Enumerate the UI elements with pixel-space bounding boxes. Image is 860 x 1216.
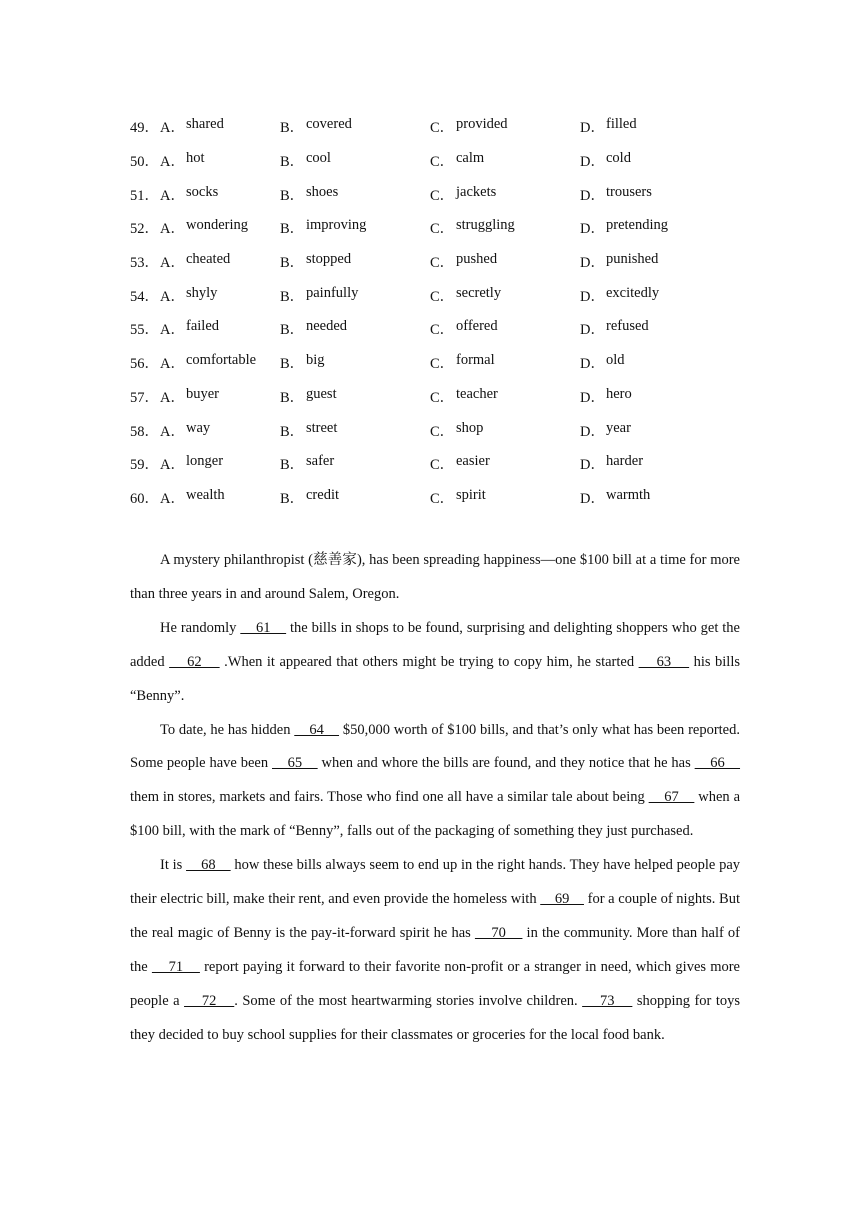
option-row: [130, 481, 750, 515]
passage-paragraph-2: [130, 612, 740, 714]
answer-blank: 70: [474, 924, 523, 941]
question-number: 53．: [130, 255, 159, 272]
option-a: [160, 487, 280, 508]
option-c: [430, 116, 580, 137]
passage-text: the bills in shops to be found, surprising and delighting shoppers who get the added: [130, 619, 740, 670]
option-d: [580, 453, 730, 474]
option-a: [160, 251, 280, 272]
option-text: formal: [456, 352, 495, 369]
option-c: [430, 217, 580, 238]
option-text: year: [606, 419, 631, 436]
answer-blank: 69: [540, 891, 584, 908]
option-b: [280, 386, 430, 407]
passage-text: when and whore the bills are found, and they notice that he has: [317, 755, 695, 772]
passage-text: shopping for toys they decided to buy school supplies for their classmates or groceries for the local food bank.: [130, 992, 741, 1043]
option-text: guest: [306, 385, 337, 402]
option-letter: C．: [430, 120, 455, 137]
option-d: [580, 318, 730, 339]
option-letter: A．: [160, 120, 185, 137]
passage-text: He randomly: [160, 619, 241, 636]
option-text: way: [186, 419, 211, 436]
question-number: 55．: [130, 322, 159, 339]
option-letter: D．: [580, 288, 605, 305]
option-text: shared: [186, 116, 224, 133]
option-a: [160, 386, 280, 407]
passage-text: report paying it forward to their favorite non-profit or a stranger in need, which gives more people a: [130, 958, 740, 1009]
answer-options-list: [130, 110, 750, 514]
option-a: [160, 217, 280, 238]
passage-paragraph-1: A mystery philanthropist (慈善家), has been spreading happiness—one $100 bill at a time for more than three years in and around Salem, Oregon.: [130, 552, 740, 602]
option-letter: C．: [430, 389, 455, 406]
option-b: [280, 251, 430, 272]
option-c: [430, 420, 580, 441]
option-text: easier: [456, 453, 490, 470]
option-text: excitedly: [606, 284, 660, 301]
option-d: [580, 251, 730, 272]
option-text: jackets: [456, 183, 497, 200]
passage-text: in the community. More than half of the: [130, 924, 741, 975]
option-letter: B．: [280, 322, 305, 339]
option-c: [430, 318, 580, 339]
option-letter: D．: [580, 120, 605, 137]
option-text: trousers: [606, 183, 652, 200]
option-letter: B．: [280, 423, 305, 440]
option-c: [430, 386, 580, 407]
option-d: [580, 420, 730, 441]
option-text: filled: [606, 116, 637, 133]
option-text: wondering: [186, 217, 249, 234]
option-row: [130, 312, 750, 346]
question-number: 56．: [130, 356, 159, 373]
option-letter: A．: [160, 221, 185, 238]
answer-blank: 66: [694, 755, 741, 772]
option-b: [280, 184, 430, 205]
option-d: [580, 285, 730, 306]
option-row: [130, 177, 750, 211]
option-letter: C．: [430, 356, 455, 373]
option-d: [580, 184, 730, 205]
option-letter: D．: [580, 389, 605, 406]
option-text: offered: [456, 318, 498, 335]
option-text: longer: [186, 453, 224, 470]
option-c: [430, 150, 580, 171]
option-text: shop: [456, 419, 484, 436]
question-number: 54．: [130, 288, 159, 305]
option-letter: C．: [430, 423, 455, 440]
option-text: punished: [606, 251, 659, 268]
option-a: [160, 184, 280, 205]
option-letter: B．: [280, 255, 305, 272]
cloze-passage: [130, 544, 740, 1053]
option-c: [430, 184, 580, 205]
option-a: [160, 352, 280, 373]
option-text: struggling: [456, 217, 515, 234]
option-text: buyer: [186, 385, 220, 402]
option-a: [160, 420, 280, 441]
passage-text: . Some of the most heartwarming stories involve children.: [234, 992, 583, 1009]
option-letter: C．: [430, 288, 455, 305]
option-letter: D．: [580, 187, 605, 204]
option-row: [130, 110, 750, 144]
option-a: [160, 285, 280, 306]
option-letter: A．: [160, 490, 185, 507]
option-letter: D．: [580, 322, 605, 339]
answer-blank: 61: [240, 619, 287, 636]
option-letter: B．: [280, 154, 305, 171]
option-text: old: [606, 352, 625, 369]
option-b: [280, 318, 430, 339]
passage-text: $50,000 worth of $100 bills, and that’s only what has been reported. Some people have been: [130, 721, 740, 772]
option-letter: C．: [430, 221, 455, 238]
option-text: cool: [306, 150, 331, 167]
option-letter: A．: [160, 389, 185, 406]
option-b: [280, 352, 430, 373]
option-text: secretly: [456, 284, 502, 301]
option-b: [280, 116, 430, 137]
option-letter: C．: [430, 322, 455, 339]
option-text: provided: [456, 116, 508, 133]
option-b: [280, 217, 430, 238]
option-letter: B．: [280, 120, 305, 137]
option-letter: D．: [580, 490, 605, 507]
option-d: [580, 150, 730, 171]
option-text: calm: [456, 150, 485, 167]
option-letter: B．: [280, 389, 305, 406]
option-letter: C．: [430, 490, 455, 507]
option-text: harder: [606, 453, 644, 470]
option-c: [430, 285, 580, 306]
option-letter: D．: [580, 221, 605, 238]
answer-blank: 73: [582, 992, 633, 1009]
option-d: [580, 386, 730, 407]
option-d: [580, 487, 730, 508]
answer-blank: 67: [648, 789, 695, 806]
option-text: warmth: [606, 486, 651, 503]
option-c: [430, 453, 580, 474]
option-text: stopped: [306, 251, 352, 268]
answer-blank: 62: [169, 653, 220, 670]
option-text: cheated: [186, 251, 231, 268]
option-b: [280, 285, 430, 306]
option-text: shyly: [186, 284, 218, 301]
passage-paragraph-3: [130, 714, 740, 850]
option-b: [280, 150, 430, 171]
option-text: spirit: [456, 486, 486, 503]
option-text: wealth: [186, 486, 225, 503]
option-a: [160, 453, 280, 474]
option-letter: A．: [160, 187, 185, 204]
option-row: [130, 380, 750, 414]
option-text: hot: [186, 150, 205, 167]
passage-text: .When it appeared that others might be trying to copy him, he started: [219, 653, 639, 670]
option-letter: A．: [160, 423, 185, 440]
option-letter: B．: [280, 221, 305, 238]
question-number: 50．: [130, 154, 159, 171]
option-letter: B．: [280, 356, 305, 373]
option-letter: A．: [160, 356, 185, 373]
option-text: shoes: [306, 183, 339, 200]
answer-blank: 68: [186, 857, 231, 874]
option-text: needed: [306, 318, 348, 335]
option-b: [280, 487, 430, 508]
passage-text: how these bills always seem to end up in the right hands. They have helped people pay their electric bill, make their rent, and even provide the homeless with: [130, 857, 740, 908]
option-letter: D．: [580, 154, 605, 171]
option-letter: A．: [160, 288, 185, 305]
option-text: pretending: [606, 217, 669, 234]
passage-text: It is: [160, 857, 187, 874]
option-text: big: [306, 352, 325, 369]
option-letter: D．: [580, 356, 605, 373]
option-text: refused: [606, 318, 649, 335]
passage-text: for a couple of nights. But the real magic of Benny is the pay-it-forward spirit he has: [130, 891, 740, 941]
option-text: comfortable: [186, 352, 257, 369]
option-a: [160, 150, 280, 171]
option-b: [280, 453, 430, 474]
option-row: [130, 144, 750, 178]
option-letter: C．: [430, 154, 455, 171]
option-d: [580, 116, 730, 137]
option-text: socks: [186, 183, 219, 200]
option-c: [430, 487, 580, 508]
option-a: [160, 318, 280, 339]
option-letter: A．: [160, 255, 185, 272]
passage-text: when a $100 bill, with the mark of “Benny”, falls out of the packaging of something they just purchased.: [130, 789, 741, 840]
option-text: improving: [306, 217, 367, 234]
option-text: street: [306, 419, 338, 436]
option-row: [130, 211, 750, 245]
option-row: [130, 346, 750, 380]
option-text: safer: [306, 453, 335, 470]
option-c: [430, 251, 580, 272]
option-text: failed: [186, 318, 220, 335]
option-row: [130, 447, 750, 481]
question-number: 51．: [130, 187, 159, 204]
passage-text: To date, he has hidden: [160, 721, 295, 738]
option-letter: D．: [580, 423, 605, 440]
option-text: cold: [606, 150, 631, 167]
option-letter: D．: [580, 255, 605, 272]
answer-blank: 71: [151, 958, 200, 975]
option-row: [130, 278, 750, 312]
option-d: [580, 217, 730, 238]
answer-blank: 72: [184, 992, 235, 1009]
option-a: [160, 116, 280, 137]
option-text: covered: [306, 116, 352, 133]
option-text: credit: [306, 486, 340, 503]
option-letter: B．: [280, 288, 305, 305]
passage-paragraph-4: [130, 849, 740, 1052]
option-letter: C．: [430, 457, 455, 474]
question-number: 49．: [130, 120, 159, 137]
option-text: painfully: [306, 284, 359, 301]
passage-text: them in stores, markets and fairs. Those who find one all have a similar tale about being: [130, 789, 649, 806]
option-d: [580, 352, 730, 373]
question-number: 52．: [130, 221, 159, 238]
question-number: 57．: [130, 389, 159, 406]
option-b: [280, 420, 430, 441]
option-row: [130, 413, 750, 447]
question-number: 60．: [130, 490, 159, 507]
option-text: pushed: [456, 251, 498, 268]
option-letter: D．: [580, 457, 605, 474]
option-letter: A．: [160, 322, 185, 339]
option-letter: A．: [160, 154, 185, 171]
answer-blank: 64: [294, 721, 340, 738]
option-row: [130, 245, 750, 279]
option-text: hero: [606, 385, 632, 402]
passage-text: his bills “Benny”.: [130, 653, 741, 704]
answer-blank: 65: [272, 755, 318, 772]
option-letter: C．: [430, 187, 455, 204]
option-letter: B．: [280, 457, 305, 474]
option-c: [430, 352, 580, 373]
option-letter: B．: [280, 187, 305, 204]
option-letter: C．: [430, 255, 455, 272]
option-letter: A．: [160, 457, 185, 474]
question-number: 59．: [130, 457, 159, 474]
answer-blank: 63: [638, 653, 690, 670]
question-number: 58．: [130, 423, 159, 440]
option-letter: B．: [280, 490, 305, 507]
option-text: teacher: [456, 385, 498, 402]
